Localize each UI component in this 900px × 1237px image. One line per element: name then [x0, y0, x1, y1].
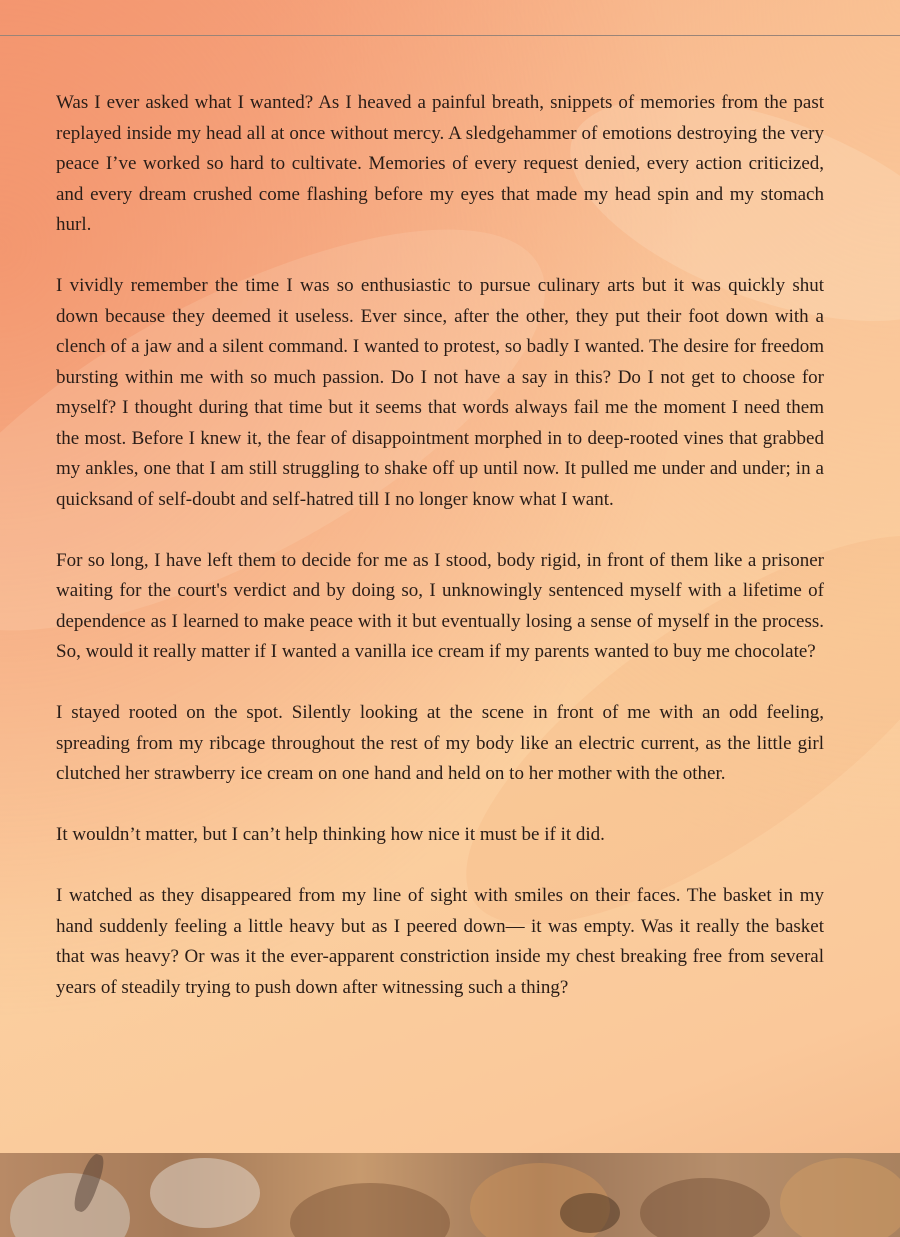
paragraph: Was I ever asked what I wanted? As I heaved a painful breath, snippets of memories from the past replayed inside my head all at once without mercy. A sledgehammer of emotions destroying the very peace I’ve worked so hard to cultivate. Memories of every request denied, every action criticized, and every dream crushed come flashing before my eyes that made my head spin and my stomach hurl.	[56, 92, 824, 235]
paragraph: I stayed rooted on the spot. Silently looking at the scene in front of me with an odd feeling, spreading from my ribcage throughout the rest of my body like an electric current, as the little girl clutched her strawberry ice cream on one hand and held on to her mother with the other.	[56, 702, 824, 784]
decorative-painting-strip	[0, 1153, 900, 1237]
paint-blob	[10, 1173, 130, 1237]
paint-blob	[560, 1193, 620, 1233]
paragraph: I vividly remember the time I was so enthusiastic to pursue culinary arts but it was quickly shut down because they deemed it useless. Ever since, after the other, they put their foot down with a clench of a jaw and a silent command. I wanted to protest, so badly I wanted. The desire for freedom bursting within me with so much passion. Do I not have a say in this? Do I not get to choose for myself? I thought during that time but it seems that words always fail me the moment I need them the most. Before I knew it, the fear of disappointment morphed in to deep-rooted vines that grabbed my ankles, one that I am still struggling to shake off up until now. It pulled me under and under; in a quicksand of self-doubt and self-hatred till I no longer know what I want.	[56, 275, 824, 510]
paragraph: It wouldn’t matter, but I can’t help thinking how nice it must be if it did.	[56, 824, 605, 845]
paint-blob	[780, 1158, 900, 1237]
paint-blob	[640, 1178, 770, 1237]
paragraph: I watched as they disappeared from my line of sight with smiles on their faces. The basket in my hand suddenly feeling a little heavy but as I peered down— it was empty. Was it really the basket that was heavy? Or was it the ever-apparent constriction inside my chest breaking free from several years of steadily trying to push down after witnessing such a thing?	[56, 885, 824, 998]
story-body	[56, 88, 824, 1034]
paragraph: For so long, I have left them to decide for me as I stood, body rigid, in front of them like a prisoner waiting for the court's verdict and by doing so, I unknowingly sentenced myself with a lifetime of dependence as I learned to make peace with it but eventually losing a sense of myself in the process. So, would it really matter if I wanted a vanilla ice cream if my parents wanted to buy me chocolate?	[56, 549, 824, 662]
header-divider	[0, 35, 900, 36]
paint-blob	[290, 1183, 450, 1237]
paint-blob	[150, 1158, 260, 1228]
